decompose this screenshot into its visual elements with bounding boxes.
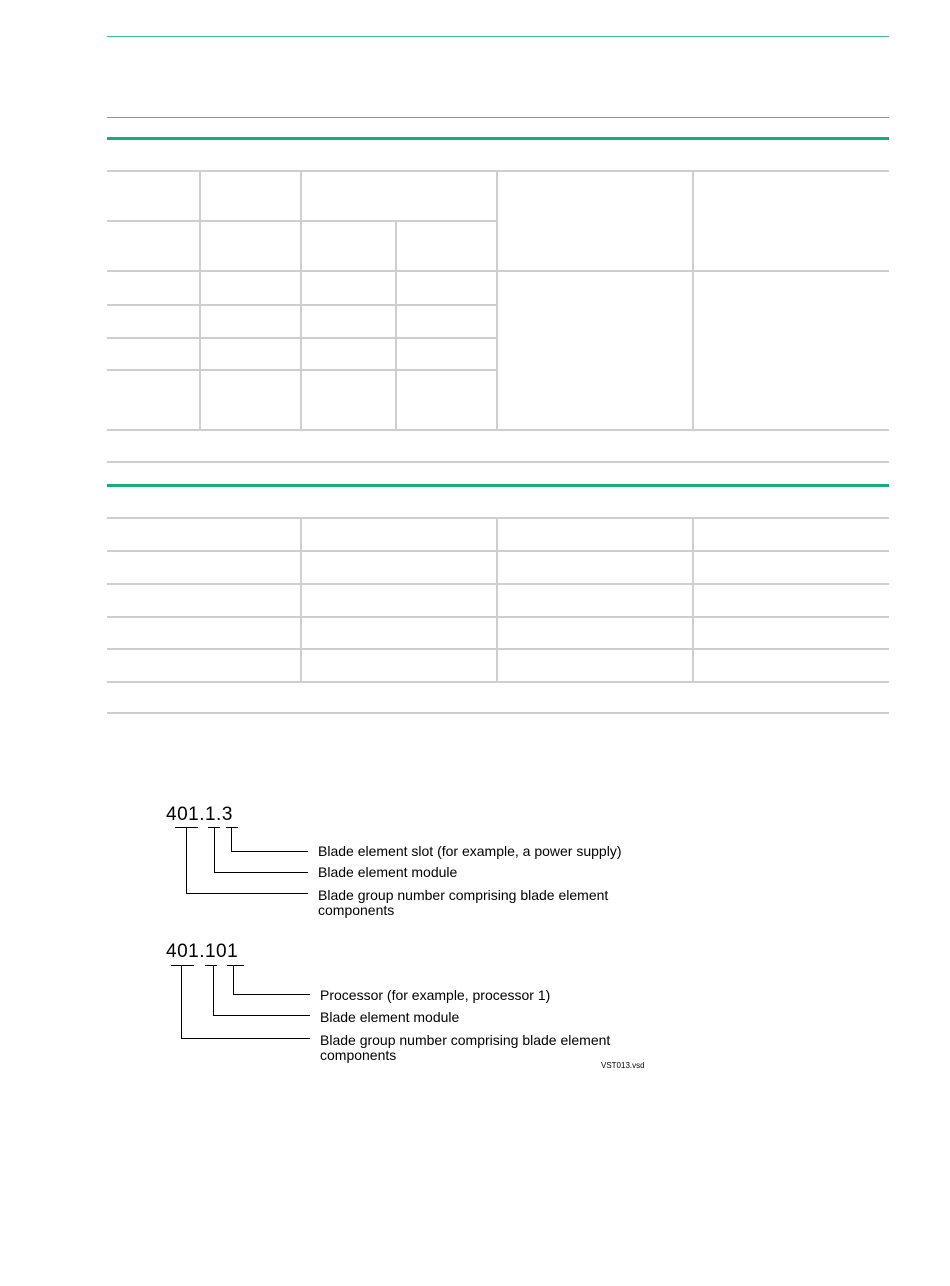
table-row-divider: [107, 220, 498, 222]
digit-bracket: [171, 965, 194, 966]
leader-line: [231, 851, 308, 852]
diagram-1-label-group: Blade group number comprising blade element: [318, 887, 609, 903]
diagram-2-label-group-cont: components: [320, 1047, 397, 1063]
leader-line: [186, 893, 308, 894]
table-col-divider: [496, 170, 498, 431]
page-header-rule: [107, 36, 889, 37]
table-row-divider: [107, 550, 889, 552]
leader-line: [213, 1015, 310, 1016]
diagram-2-label-module: Blade element module: [320, 1009, 460, 1025]
table-col-divider: [692, 517, 694, 683]
leader-line: [233, 965, 234, 995]
table-row-divider: [107, 337, 498, 339]
figure-id: VST013.vsd: [601, 1061, 645, 1070]
table-row-divider: [107, 270, 889, 272]
table-row-divider: [107, 681, 889, 683]
leader-line: [213, 965, 214, 1016]
table-col-divider: [199, 170, 201, 431]
table-row-divider: [107, 461, 889, 463]
table-row-divider: [107, 304, 498, 306]
table-col-divider: [300, 170, 302, 431]
table-row-divider: [107, 583, 889, 585]
table-1-top-rule: [107, 137, 889, 140]
diagram-1-label-group-cont: components: [318, 902, 395, 918]
table-row-divider: [107, 429, 889, 431]
digit-bracket: [227, 965, 244, 966]
table-row-divider: [107, 369, 498, 371]
table-row-divider: [107, 517, 889, 519]
diagram-2-label-group: Blade group number comprising blade element: [320, 1032, 611, 1048]
table-row-divider: [107, 712, 889, 714]
table-col-divider: [692, 170, 694, 431]
diagram-1-code: 401.1.3: [166, 804, 233, 825]
diagram-1-label-module: Blade element module: [318, 864, 458, 880]
section-rule: [107, 117, 889, 118]
leader-line: [233, 994, 310, 995]
table-col-divider: [300, 517, 302, 683]
table-row-divider: [107, 648, 889, 650]
digit-bracket: [226, 827, 238, 828]
digit-bracket: [205, 965, 217, 966]
diagram-2-label-processor: Processor (for example, processor 1): [320, 987, 551, 1003]
leader-line: [181, 965, 182, 1039]
table-col-divider: [395, 220, 397, 431]
leader-line: [214, 872, 308, 873]
table-2-top-rule: [107, 484, 889, 487]
diagram-2-code: 401.101: [166, 941, 239, 962]
leader-line: [231, 827, 232, 852]
leader-line: [181, 1038, 310, 1039]
diagram-1-label-slot: Blade element slot (for example, a power supply): [318, 843, 622, 859]
table-row-divider: [107, 170, 889, 172]
table-row-divider: [107, 616, 889, 618]
table-col-divider: [496, 517, 498, 683]
leader-line: [186, 827, 187, 894]
leader-line: [214, 827, 215, 873]
